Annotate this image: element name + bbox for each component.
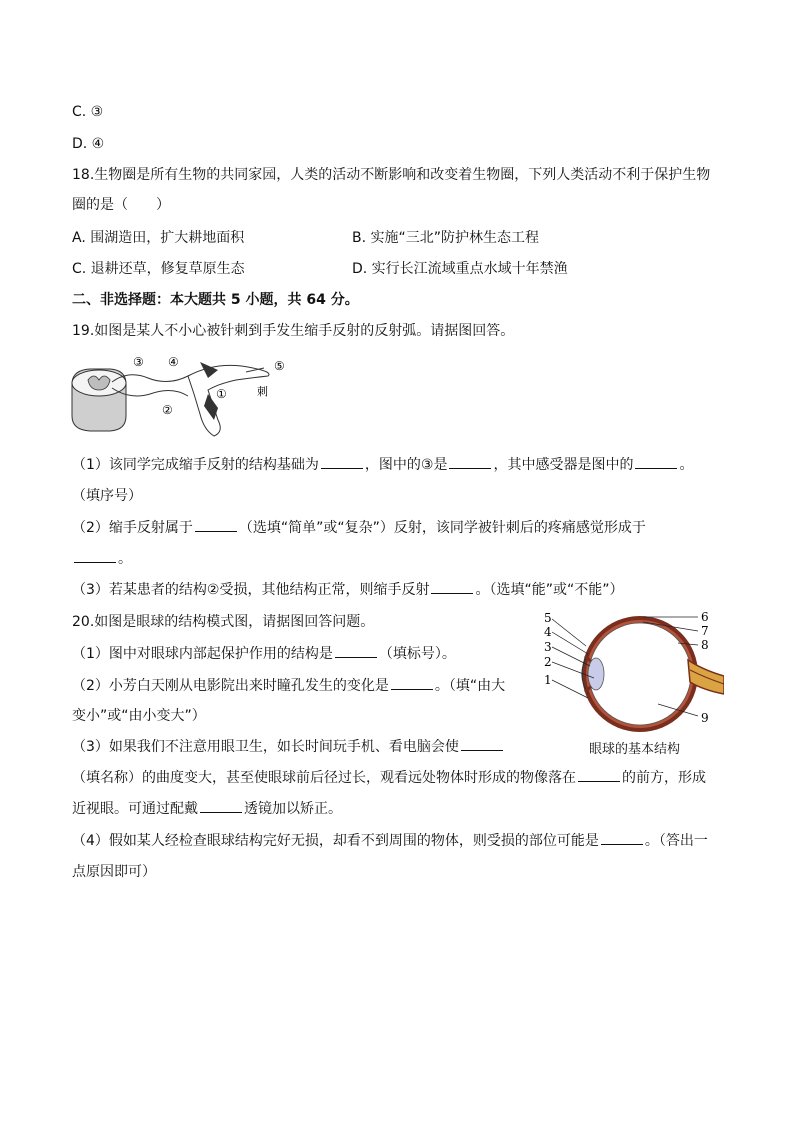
option-d: D. ④ <box>72 136 105 152</box>
q18-option-c: C. 退耕还草，修复草原生态 <box>72 261 245 277</box>
q18-option-b: B. 实施“三北”防护林生态工程 <box>352 230 540 246</box>
q20-part3-cont2: 近视眼。可通过配戴 透镜加以矫正。 <box>72 801 342 817</box>
reflex-label-2: ② <box>162 403 173 417</box>
section2-heading: 二、非选择题：本大题共 5 小题，共 64 分。 <box>72 292 359 308</box>
eye-label-4: 4 <box>544 625 552 639</box>
q20-part4: （4）假如某人经检查眼球结构完好无损，却看不到周围的物体，则受损的部位可能是 。（答出一 <box>72 833 708 849</box>
eye-label-1: 1 <box>544 673 552 687</box>
q18-option-d: D. 实行长江流域重点水域十年禁渔 <box>352 261 568 277</box>
q19-part1-note: （填序号） <box>72 488 142 504</box>
q19-stem: 19.如图是某人不小心被针刺到手发生缩手反射的反射弧。请据图回答。 <box>72 323 515 339</box>
reflex-label-4: ④ <box>168 355 179 369</box>
q18-option-a: A. 围湖造田，扩大耕地面积 <box>72 230 245 246</box>
q20-part1: （1）图中对眼球内部起保护作用的结构是 （填标号）。 <box>72 646 456 662</box>
eye-label-8: 8 <box>701 638 709 652</box>
q19-part1: （1）该同学完成缩手反射的结构基础为 ，图中的③是 ，其中感受器是图中的 。 <box>72 457 694 473</box>
eye-label-3: 3 <box>544 640 552 654</box>
q20-part3-cont: （填名称）的曲度变大，甚至使眼球前后径过长，观看远处物体时形成的物像落在 的前方，形成 <box>72 770 706 786</box>
eye-structure-figure <box>538 610 724 738</box>
q18-stem-line2: 圈的是（ ） <box>72 197 170 213</box>
q20-part2: （2）小芳白天刚从电影院出来时瞳孔发生的变化是 。（填“由大 <box>72 678 506 694</box>
option-c: C. ③ <box>72 104 104 120</box>
eye-label-2: 2 <box>544 655 552 669</box>
q20-part3: （3）如果我们不注意用眼卫生，如长时间玩手机、看电脑会使 <box>72 737 505 757</box>
reflex-label-3: ③ <box>133 355 144 369</box>
eye-figure-caption: 眼球的基本结构 <box>589 742 681 757</box>
q20-part4-cont: 点原因即可） <box>72 864 156 880</box>
eye-label-9: 9 <box>701 711 709 725</box>
q18-stem-line1: 18.生物圈是所有生物的共同家园，人类的活动不断影响和改变着生物圈，下列人类活动不利于保护生物 <box>72 167 711 183</box>
reflex-arc-figure <box>68 350 300 442</box>
reflex-label-1: ① <box>216 387 227 401</box>
eye-label-5: 5 <box>544 611 552 625</box>
eyeball <box>582 616 698 732</box>
q19-part3: （3）若某患者的结构②受损，其他结构正常，则缩手反射 。（选填“能”或“不能”） <box>72 582 624 598</box>
q19-part2: （2）缩手反射属于 （选填“简单”或“复杂”）反射，该同学被针刺后的疼痛感觉形成于 <box>72 520 646 536</box>
arm-drawing <box>188 362 269 436</box>
eye-label-6: 6 <box>701 610 709 624</box>
lens-shape <box>588 658 604 690</box>
q19-part2-cont: 。 <box>72 549 132 569</box>
q20-stem: 20.如图是眼球的结构模式图，请据图回答问题。 <box>72 614 375 630</box>
reflex-label-needle: 刺 <box>257 385 268 398</box>
q20-part2-cont: 变小”或“由小变大”） <box>72 708 206 724</box>
eye-label-7: 7 <box>701 624 709 638</box>
reflex-label-5: ⑤ <box>274 359 285 373</box>
